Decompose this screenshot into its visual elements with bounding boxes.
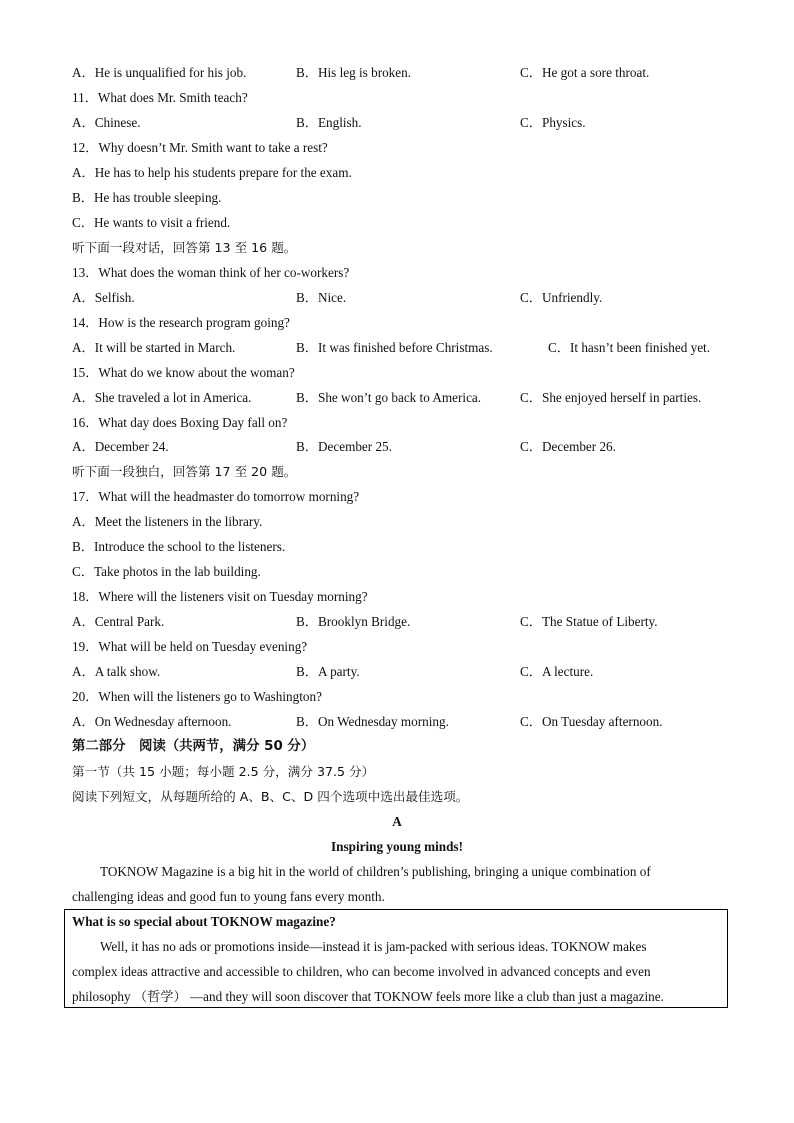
box-heading: What is so special about TOKNOW magazine? [72, 914, 336, 929]
q16-option-a: A．December 24. [72, 439, 169, 454]
passage-intro-line2: challenging ideas and good fun to young fans every month. [72, 889, 385, 904]
q15-option-a: A．She traveled a lot in America. [72, 390, 252, 405]
q11-option-b: B．English. [296, 115, 362, 130]
q14-option-a: A．It will be started in March. [72, 340, 236, 355]
q13-option-c: C．Unfriendly. [520, 290, 603, 305]
part2-heading: 第二部分 阅读（共两节，满分 50 分） [72, 739, 315, 754]
passage-letter: A [392, 814, 402, 829]
q13-option-a: A．Selfish. [72, 290, 135, 305]
q20-option-a: A．On Wednesday afternoon. [72, 714, 232, 729]
q14-option-b: B．It was finished before Christmas. [296, 340, 493, 355]
section-instruction-17-20: 听下面一段独白，回答第 17 至 20 题。 [72, 464, 297, 479]
q16-option-b: B．December 25. [296, 439, 392, 454]
q18-option-c: C．The Statue of Liberty. [520, 614, 658, 629]
q13-stem: 13．What does the woman think of her co-workers? [72, 265, 350, 280]
q19-option-a: A．A talk show. [72, 664, 161, 679]
q19-option-c: C．A lecture. [520, 664, 594, 679]
q18-stem: 18．Where will the listeners visit on Tuesday morning? [72, 589, 368, 604]
q12-option-c: C．He wants to visit a friend. [72, 215, 231, 230]
q16-option-c: C．December 26. [520, 439, 616, 454]
q11-option-c: C．Physics. [520, 115, 586, 130]
q14-option-c: C．It hasn’t been finished yet. [548, 340, 711, 355]
q14-stem: 14．How is the research program going? [72, 315, 290, 330]
passage-title: Inspiring young minds! [331, 839, 463, 854]
box-text-line1: Well, it has no ads or promotions inside—instead it is jam-packed with serious ideas. TOKNOW makes [100, 939, 647, 954]
section-instruction-13-16: 听下面一段对话，回答第 13 至 16 题。 [72, 240, 297, 255]
q10-option-a: A．He is unqualified for his job. [72, 65, 247, 80]
q17-option-c: C．Take photos in the lab building. [72, 564, 261, 579]
q12-option-a: A．He has to help his students prepare for the exam. [72, 165, 352, 180]
q10-option-b: B．His leg is broken. [296, 65, 412, 80]
q20-stem: 20．When will the listeners go to Washington? [72, 689, 322, 704]
q12-stem: 12．Why doesn’t Mr. Smith want to take a rest? [72, 140, 328, 155]
q17-stem: 17．What will the headmaster do tomorrow morning? [72, 489, 360, 504]
q19-stem: 19．What will be held on Tuesday evening? [72, 639, 308, 654]
reading-instruction: 阅读下列短文，从每题所给的 A、B、C、D 四个选项中选出最佳选项。 [72, 789, 469, 804]
q19-option-b: B．A party. [296, 664, 360, 679]
q20-option-c: C．On Tuesday afternoon. [520, 714, 663, 729]
q18-option-b: B．Brooklyn Bridge. [296, 614, 411, 629]
passage-intro-line1: TOKNOW Magazine is a big hit in the world of children’s publishing, bringing a unique combination of [100, 864, 651, 879]
q15-option-c: C．She enjoyed herself in parties. [520, 390, 702, 405]
box-text-line2: complex ideas attractive and accessible to children, who can become involved in advanced concepts and even [72, 964, 651, 979]
q15-stem: 15．What do we know about the woman? [72, 365, 295, 380]
q13-option-b: B．Nice. [296, 290, 347, 305]
q12-option-b: B．He has trouble sleeping. [72, 190, 222, 205]
q15-option-b: B．She won’t go back to America. [296, 390, 482, 405]
q17-option-b: B．Introduce the school to the listeners. [72, 539, 286, 554]
section1-heading: 第一节（共 15 小题；每小题 2.5 分，满分 37.5 分） [72, 764, 375, 779]
q18-option-a: A．Central Park. [72, 614, 165, 629]
box-text-line3: philosophy （哲学） —and they will soon discover that TOKNOW feels more like a club than just a magazine. [72, 989, 664, 1004]
q11-stem: 11．What does Mr. Smith teach? [72, 90, 248, 105]
q17-option-a: A．Meet the listeners in the library. [72, 514, 263, 529]
q10-option-c: C．He got a sore throat. [520, 65, 650, 80]
q20-option-b: B．On Wednesday morning. [296, 714, 449, 729]
q11-option-a: A．Chinese. [72, 115, 141, 130]
q16-stem: 16．What day does Boxing Day fall on? [72, 415, 288, 430]
